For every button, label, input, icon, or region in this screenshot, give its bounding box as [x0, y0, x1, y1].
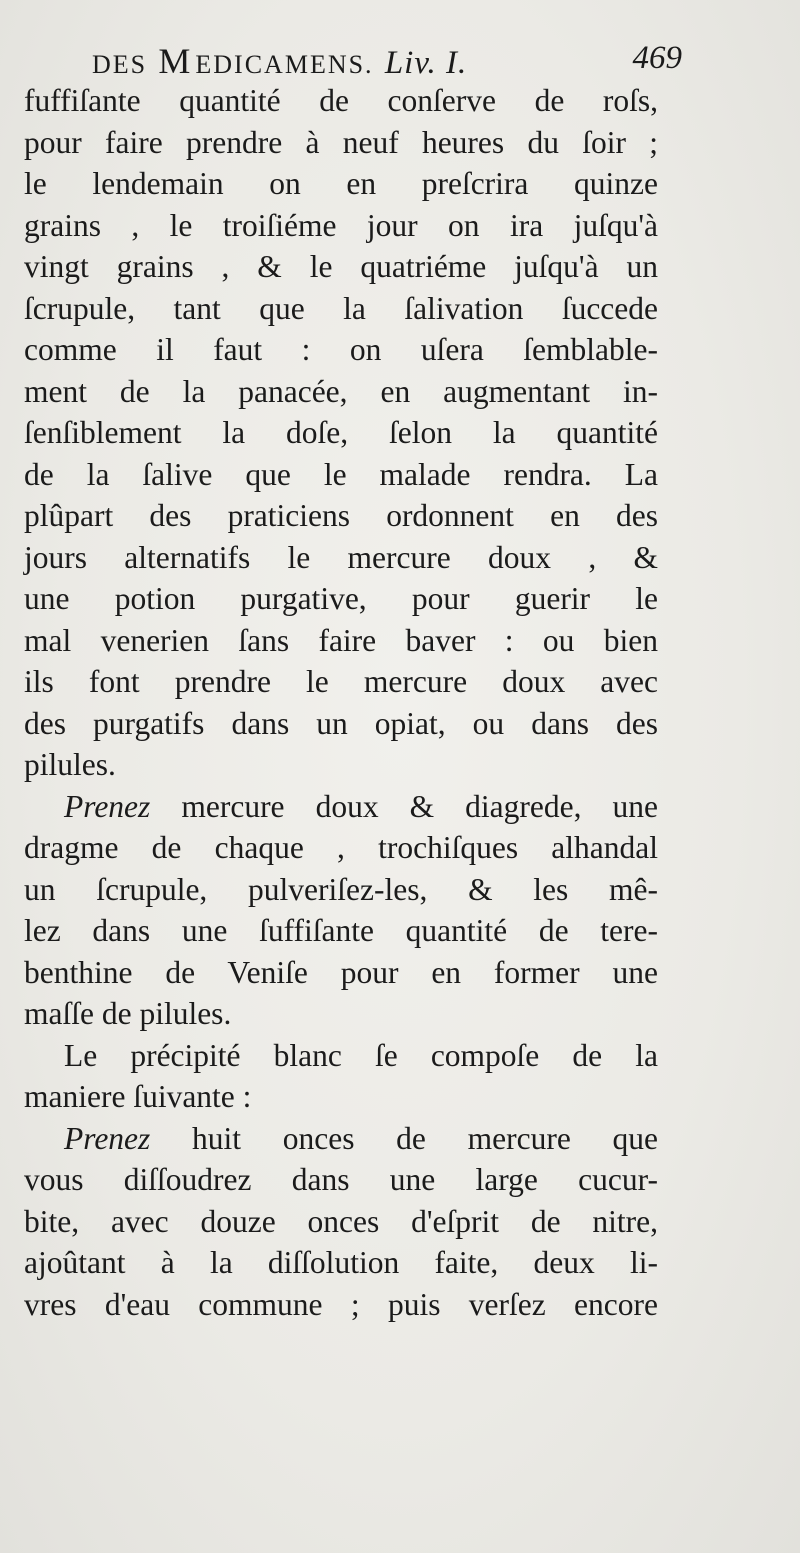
text-line: pilules. — [24, 747, 116, 782]
text-line: ment de la panacée, en augmentant in- — [24, 373, 658, 409]
text-line: des purgatifs dans un opiat, ou dans des — [24, 705, 658, 741]
body-text — [24, 80, 658, 1325]
text-line: fuffiſante quantité de conſerve de roſs, — [24, 83, 658, 118]
recipe-word-prenez: Prenez — [64, 1120, 151, 1156]
text-line — [24, 1118, 658, 1160]
text-line: bite, avec douze onces d'eſprit de nitre, — [24, 1203, 658, 1239]
text-line: un ſcrupule, pulveriſez-les, & les mê- — [24, 871, 658, 907]
page-number: 469 — [632, 40, 682, 76]
text-line: une potion purgative, pour guerir le — [24, 581, 658, 616]
text-line: jours alternatifs le mercure doux , & — [24, 539, 658, 575]
text-line: pour faire prendre à neuf heures du ſoir ; — [24, 124, 658, 160]
text-line: ſcrupule, tant que la ſalivation ſuccede — [24, 290, 658, 326]
running-head-livre: Liv. I. — [384, 45, 468, 81]
text-fragment: mercure doux & diagrede, une — [181, 788, 659, 824]
text-line: le lendemain on en preſcrira quinze — [24, 166, 658, 201]
text-line: vingt grains , & le quatriéme juſqu'à un — [24, 249, 658, 284]
text-line — [24, 786, 658, 828]
text-line: comme il faut : on uſera ſemblable- — [24, 332, 658, 367]
running-head-des: DES — [92, 50, 148, 79]
text-line: ils font prendre le mercure doux avec — [24, 664, 658, 699]
text-line: maniere ſuivante : — [24, 1079, 252, 1114]
text-line: vous diſſoudrez dans une large cucur- — [24, 1162, 658, 1197]
text-line: ſenſiblement la doſe, ſelon la quantité — [24, 415, 658, 450]
text-line: mal venerien ſans faire baver : ou bien — [24, 622, 658, 658]
text-line: de la ſalive que le malade rendra. La — [24, 456, 658, 492]
text-line: vres d'eau commune ; puis verſez encore — [24, 1286, 658, 1322]
text-fragment: huit onces de mercure que — [192, 1120, 658, 1156]
text-line: dragme de chaque , trochiſques alhandal — [24, 830, 658, 865]
text-line: plûpart des praticiens ordonnent en des — [24, 498, 658, 533]
text-line: maſſe de pilules. — [24, 996, 232, 1031]
text-line: benthine de Veniſe pour en former une — [24, 954, 658, 990]
text-line: lez dans une ſuffiſante quantité de tere- — [24, 913, 658, 948]
recipe-word-prenez: Prenez — [64, 788, 151, 824]
text-line: ajoûtant à la diſſolution faite, deux li- — [24, 1245, 658, 1280]
text-line: grains , le troiſiéme jour on ira juſqu'à — [24, 207, 658, 243]
text-line: Le précipité blanc ſe compoſe de la — [64, 1037, 658, 1073]
running-head-medicamens: EDICAMENS. — [195, 50, 374, 79]
running-head-m: M — [158, 41, 196, 81]
